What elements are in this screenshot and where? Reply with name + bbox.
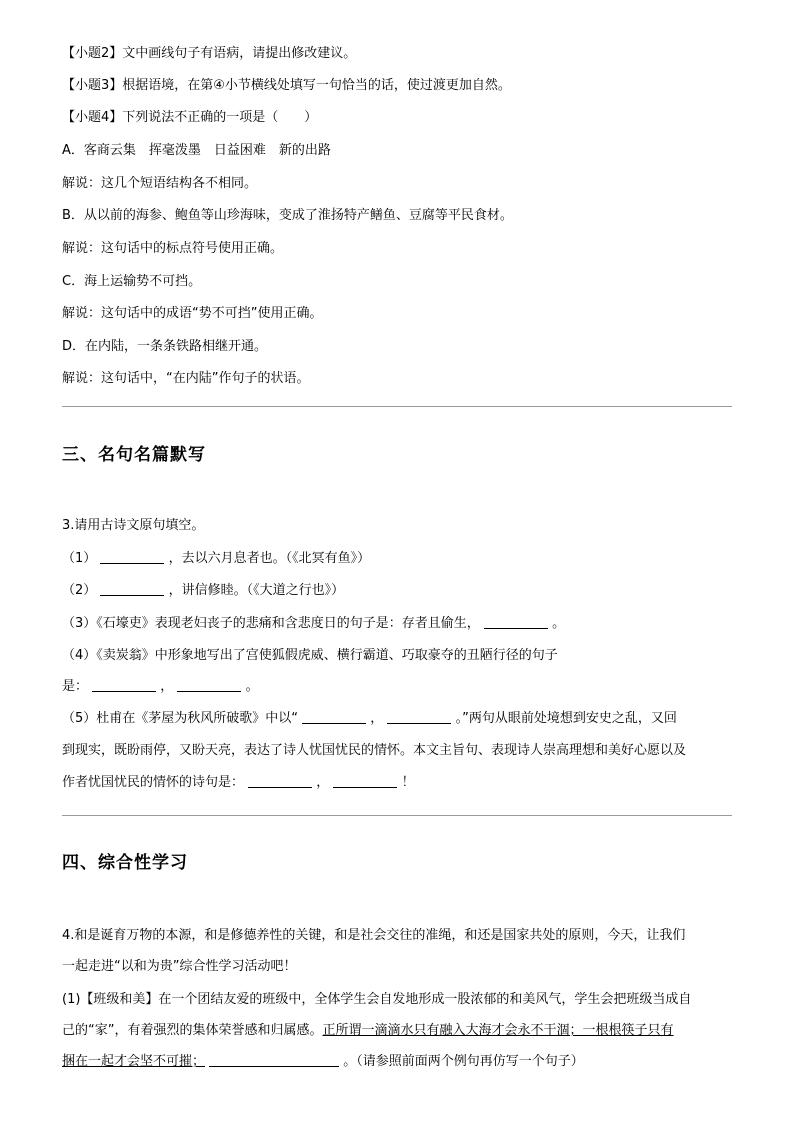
answer-blank[interactable]: [484, 614, 548, 629]
underlined-example: 正所谓一滴滴水只有融入大海才会永不干涸；一根根筷子只有: [322, 1023, 674, 1038]
item-text: ，: [316, 775, 330, 790]
explanation-c: 解说：这句话中的成语“势不可挡”使用正确。: [62, 306, 323, 321]
item-text: 是：: [62, 679, 89, 694]
item-text: 。: [552, 616, 566, 631]
fill-item-4-line-1: （4）《卖炭翁》中形象地写出了宫使狐假虎威、横行霸道、巧取豪夺的丑陋行径的句子: [62, 648, 558, 663]
explanation-a: 解说：这几个短语结构各不相同。: [62, 176, 258, 191]
explanation-b: 解说：这句话中的标点符号使用正确。: [62, 241, 284, 256]
item-text: 。”两句从眼前处境想到安史之乱，又回: [455, 711, 677, 726]
item-text: 。（请参照前面两个例句再仿写一个句子）: [343, 1054, 584, 1069]
answer-blank[interactable]: [387, 709, 451, 724]
item-text: ！: [401, 775, 415, 790]
item-text: 。: [245, 679, 259, 694]
question-3-intro: 3.请用古诗文原句填空。: [62, 518, 205, 533]
answer-blank[interactable]: [248, 773, 312, 788]
subquestion-1-line-1: (1)【班级和美】在一个团结友爱的班级中，全体学生会自发地形成一股浓郁的和美风气，学生会把班级当成自: [62, 992, 692, 1007]
section-divider: [62, 406, 732, 407]
item-text: （3）《石壕吏》表现老妇丧子的悲痛和含悲度日的句子是：存者且偷生，: [62, 616, 480, 631]
item-text: 作者忧国忧民的情怀的诗句是：: [62, 775, 245, 790]
section-3-heading: 三、名句名篇默写: [62, 445, 206, 465]
subquestion-1-line-2: [62, 1021, 742, 1041]
fill-item-5-line-2: 到现实，既盼雨停，又盼天亮，表达了诗人忧国忧民的情怀。本文主旨句、表现诗人崇高理想和美好心愿以及: [62, 743, 687, 758]
question-2: 【小题2】文中画线句子有语病，请提出修改建议。: [62, 46, 357, 61]
option-a: A．客商云集 挥毫泼墨 日益困难 新的出路: [62, 143, 331, 158]
fill-item-2: [62, 581, 742, 601]
item-label: （2）: [62, 583, 97, 598]
explanation-d: 解说：这句话中，“在内陆”作句子的状语。: [62, 371, 310, 386]
item-label: （1）: [62, 551, 97, 566]
question-4-intro-line-1: 4.和是诞育万物的本源，和是修德养性的关键，和是社会交往的准绳，和还是国家共处的原则，今天，让我们: [62, 928, 686, 943]
item-text: ，: [370, 711, 384, 726]
question-4-intro-line-2: 一起走进“以和为贵”综合性学习活动吧！: [62, 959, 297, 974]
subquestion-1-line-3: [62, 1052, 742, 1072]
section-divider: [62, 815, 732, 816]
answer-blank[interactable]: [333, 773, 397, 788]
answer-blank[interactable]: [177, 677, 241, 692]
answer-blank[interactable]: [100, 581, 164, 596]
option-d: D．在内陆，一条条铁路相继开通。: [62, 339, 268, 354]
fill-item-1: [62, 549, 742, 569]
question-3: 【小题3】根据语境，在第④小节横线处填写一句恰当的话，使过渡更加自然。: [62, 78, 511, 93]
fill-item-3: [62, 614, 742, 634]
fill-item-4-line-2: [62, 677, 742, 697]
fill-item-5-line-1: [62, 709, 742, 729]
underlined-example: 捆在一起才会坚不可摧；: [62, 1054, 206, 1069]
option-c: C．海上运输势不可挡。: [62, 274, 202, 289]
item-text: 己的“家”，有着强烈的集体荣誉感和归属感。: [62, 1023, 323, 1038]
answer-blank[interactable]: [92, 677, 156, 692]
section-4-heading: 四、综合性学习: [62, 853, 188, 873]
question-4: 【小题4】下列说法不正确的一项是（ ）: [62, 110, 318, 125]
answer-blank[interactable]: [302, 709, 366, 724]
option-b: B．从以前的海参、鲍鱼等山珍海味，变成了淮扬特产鳝鱼、豆腐等平民食材。: [62, 208, 513, 223]
answer-blank[interactable]: [100, 549, 164, 564]
fill-item-5-line-3: [62, 773, 742, 793]
item-text: ，讲信修睦。（《大道之行也》）: [168, 583, 345, 598]
item-text: ，: [160, 679, 174, 694]
answer-blank[interactable]: [209, 1052, 339, 1067]
item-text: ，去以六月息者也。（《北冥有鱼》）: [168, 551, 371, 566]
item-text: （5）杜甫在《茅屋为秋风所破歌》中以“: [62, 711, 299, 726]
